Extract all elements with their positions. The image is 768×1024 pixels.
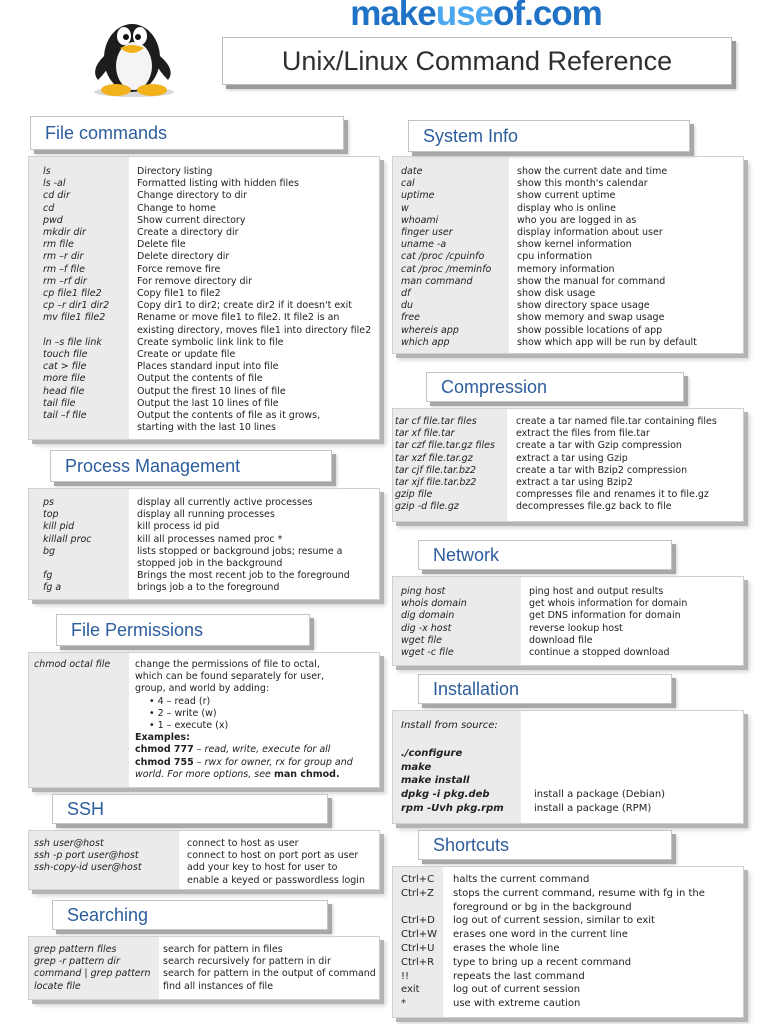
command-description: Rename or move file1 to file2. It file2 is an <box>137 312 340 324</box>
command-name: tar cjf file.tar.bz2 <box>395 464 477 476</box>
command-row <box>395 465 743 477</box>
permission-bullet-read: • 4 – read (r) <box>149 695 211 707</box>
command-name: ssh user@host <box>34 838 104 849</box>
command-name: wget file <box>401 634 443 646</box>
command-row <box>34 968 379 980</box>
install-package-command: rpm -Uvh pkg.rpm <box>401 802 504 814</box>
command-description: log out of current session, similar to exit <box>453 915 655 927</box>
command-row <box>401 956 743 970</box>
command-name <box>34 875 187 887</box>
command-row <box>401 914 743 928</box>
file-permissions-title: File Permissions <box>56 614 310 646</box>
command-name: cat /proc /cpuinfo <box>401 251 485 263</box>
system-info-title: System Info <box>408 120 690 152</box>
file-permissions-row <box>34 659 379 671</box>
command-name: Ctrl+D <box>401 915 435 927</box>
command-row <box>401 610 743 622</box>
command-name: ls -al <box>43 178 66 190</box>
command-name <box>401 901 453 915</box>
command-name: killall proc <box>43 533 92 545</box>
ssh-title: SSH <box>52 794 328 824</box>
command-row <box>34 944 379 956</box>
command-description: connect to host as user <box>187 838 299 849</box>
install-package-description: install a package (Debian) <box>534 789 666 801</box>
command-name: ping host <box>401 586 446 597</box>
command-description: memory information <box>517 263 615 275</box>
command-row <box>43 386 379 398</box>
command-description: show the manual for command <box>517 275 666 287</box>
command-name: finger user <box>401 227 453 239</box>
command-description: type to bring up a recent command <box>453 956 632 968</box>
network-box <box>392 576 744 666</box>
command-description: Copy file1 to file2 <box>137 288 221 300</box>
command-description: show directory space usage <box>517 300 650 312</box>
command-name: exit <box>401 984 420 996</box>
command-name: date <box>401 166 423 177</box>
command-description: show current uptime <box>517 190 616 202</box>
command-description: Force remove fire <box>137 263 221 275</box>
command-name: which app <box>401 336 450 348</box>
file-permissions-line: which can be found separately for user, <box>135 671 324 683</box>
command-name: cp –r dir1 dir2 <box>43 300 110 312</box>
command-row <box>43 497 379 509</box>
command-name: mkdir dir <box>43 227 86 239</box>
command-description: enable a keyed or passwordless login <box>187 874 365 886</box>
command-row <box>43 410 379 422</box>
page-title: Unix/Linux Command Reference <box>222 37 732 85</box>
command-description: Output the contents of file as it grows, <box>137 410 321 422</box>
example-description: world. For more options, see <box>135 768 274 780</box>
command-description: stops the current command, resume with fg in the <box>453 887 705 899</box>
ssh-box <box>28 830 380 890</box>
command-description: Directory listing <box>137 166 213 177</box>
example-command: man chmod. <box>273 768 340 780</box>
command-row <box>401 901 743 915</box>
command-description: erases the whole line <box>453 942 560 954</box>
command-description: brings job a to the foreground <box>137 582 280 594</box>
command-name: Ctrl+Z <box>401 887 435 899</box>
command-description: get DNS information for domain <box>529 610 681 622</box>
examples-label: Examples: <box>135 732 190 744</box>
searching-box <box>28 936 380 1000</box>
command-description: show disk usage <box>517 288 596 300</box>
command-description: Brings the most recent job to the foreground <box>137 570 350 582</box>
command-name: cat > file <box>43 361 87 373</box>
file-permissions-command: chmod octal file <box>34 659 111 670</box>
command-name: mv file1 file2 <box>43 312 106 324</box>
command-row <box>43 227 379 239</box>
command-description: ping host and output results <box>529 586 664 597</box>
command-description: add your key to host for user to <box>187 862 338 874</box>
command-row <box>34 850 379 862</box>
command-row <box>401 203 743 215</box>
command-description: erases one word in the current line <box>453 929 628 941</box>
brand-logo-part1: make <box>350 0 436 33</box>
command-row <box>43 239 379 251</box>
command-name: tar czf file.tar.gz files <box>395 440 495 452</box>
install-step: make <box>401 761 432 773</box>
command-name: tar xf file.tar <box>395 428 455 440</box>
command-description: log out of current session <box>453 984 581 996</box>
install-package-description: install a package (RPM) <box>534 802 652 814</box>
command-row <box>43 582 379 594</box>
command-name: touch file <box>43 349 88 361</box>
command-name: gzip -d file.gz <box>395 501 459 513</box>
command-row <box>401 239 743 251</box>
command-name: uptime <box>401 190 435 202</box>
searching-list <box>29 937 379 993</box>
command-description: create a tar with Gzip compression <box>516 440 682 452</box>
command-name: whereis app <box>401 324 459 336</box>
command-name: du <box>401 300 414 312</box>
command-row <box>401 178 743 190</box>
command-name: ls <box>43 166 51 177</box>
searching-title: Searching <box>52 900 328 930</box>
command-row <box>401 276 743 288</box>
command-name: command | grep pattern <box>34 968 151 980</box>
command-row <box>401 647 743 659</box>
command-row <box>43 264 379 276</box>
command-name: tail –f file <box>43 410 87 422</box>
command-description: search for pattern in files <box>163 944 283 955</box>
command-description: get whois information for domain <box>529 598 688 610</box>
command-name: cal <box>401 178 415 190</box>
command-description: extract the files from file.tar <box>516 428 650 440</box>
compression-title: Compression <box>426 372 684 402</box>
command-row <box>401 190 743 202</box>
command-row <box>401 251 743 263</box>
command-description: Formatted listing with hidden files <box>137 178 299 190</box>
command-row <box>43 288 379 300</box>
command-description: show the current date and time <box>517 166 668 177</box>
command-row <box>43 337 379 349</box>
command-row <box>43 422 379 434</box>
install-package-command: dpkg -i pkg.deb <box>401 789 490 801</box>
command-row <box>401 300 743 312</box>
process-management-box <box>28 488 380 600</box>
command-row <box>43 570 379 582</box>
command-row <box>43 558 379 570</box>
command-name: grep -r pattern dir <box>34 956 120 968</box>
command-name: whoami <box>401 214 439 226</box>
command-description: foreground or bg in the background <box>453 901 632 913</box>
system-info-box <box>392 156 744 354</box>
command-name: man command <box>401 275 473 287</box>
command-description: kill all processes named proc * <box>137 533 283 545</box>
command-description: For remove directory dir <box>137 275 253 287</box>
command-row <box>401 942 743 956</box>
command-name: rm file <box>43 239 74 251</box>
example-command: chmod 755 <box>135 756 194 768</box>
command-description: display information about user <box>517 227 663 239</box>
installation-intro: Install from source: <box>401 720 498 731</box>
installation-title: Installation <box>418 674 672 704</box>
command-description: search for pattern in the output of command <box>163 968 376 980</box>
brand-logo-part2: use <box>435 0 494 33</box>
command-row <box>43 251 379 263</box>
command-description: reverse lookup host <box>529 622 623 634</box>
command-row <box>43 521 379 533</box>
file-commands-title: File commands <box>30 116 344 150</box>
brand-logo-part3: of <box>493 0 525 33</box>
command-name: Ctrl+R <box>401 956 435 968</box>
command-description: create a tar named file.tar containing files <box>516 416 717 427</box>
command-name: rm –f file <box>43 263 85 275</box>
command-name: df <box>401 288 411 300</box>
command-description: stopped job in the background <box>137 558 283 570</box>
command-row <box>401 215 743 227</box>
command-row <box>401 635 743 647</box>
install-package-row <box>401 802 743 816</box>
command-name: rm –r dir <box>43 251 84 263</box>
shortcuts-list <box>393 867 743 1011</box>
command-row <box>395 428 743 440</box>
command-description: kill process id pid <box>137 521 220 533</box>
command-row <box>43 312 379 324</box>
command-row <box>395 501 743 513</box>
command-description: who you are logged in as <box>517 214 637 226</box>
command-row <box>401 166 743 178</box>
command-description: connect to host on port port as user <box>187 850 359 862</box>
compression-box <box>392 408 744 522</box>
command-name: tar cf file.tar files <box>395 416 477 427</box>
command-row <box>401 623 743 635</box>
command-name: fg a <box>43 582 62 594</box>
command-description: Show current directory <box>137 214 246 226</box>
ssh-list <box>29 831 379 887</box>
command-description: decompresses file.gz back to file <box>516 501 672 513</box>
command-row <box>395 477 743 489</box>
command-row <box>43 178 379 190</box>
command-row <box>43 361 379 373</box>
compression-list <box>393 409 743 514</box>
command-name: cd <box>43 202 55 214</box>
command-description: Output the last 10 lines of file <box>137 397 279 409</box>
command-row <box>43 534 379 546</box>
command-description: show kernel information <box>517 239 632 251</box>
command-description: display who is online <box>517 202 616 214</box>
command-row <box>43 276 379 288</box>
command-description: create a tar with Bzip2 compression <box>516 464 688 476</box>
command-description: compresses file and renames it to file.gz <box>516 489 709 501</box>
command-row <box>34 875 379 887</box>
command-description: continue a stopped download <box>529 647 670 659</box>
command-name: free <box>401 312 420 324</box>
command-description: extract a tar using Bzip2 <box>516 477 633 489</box>
command-row <box>34 838 379 850</box>
command-description: download file <box>529 634 593 646</box>
command-name: ssh -p port user@host <box>34 850 139 862</box>
command-name: rm –rf dir <box>43 275 87 287</box>
command-row <box>43 325 379 337</box>
command-row <box>401 586 743 598</box>
command-row <box>401 325 743 337</box>
command-name <box>43 325 137 337</box>
command-name <box>43 558 137 570</box>
command-description: existing directory, moves file1 into directory file2 <box>137 324 372 336</box>
command-row <box>43 546 379 558</box>
command-row <box>401 312 743 324</box>
example-line <box>135 769 379 781</box>
command-row <box>43 203 379 215</box>
command-row <box>395 453 743 465</box>
command-row <box>34 862 379 874</box>
example-description: – read, write, execute for all <box>193 744 331 756</box>
command-name: locate file <box>34 980 81 992</box>
install-step: ./configure <box>401 747 463 759</box>
command-description: Delete file <box>137 239 186 251</box>
command-description: Delete directory dir <box>137 251 230 263</box>
command-row <box>401 227 743 239</box>
file-permissions-line: group, and world by adding: <box>135 683 270 695</box>
example-line <box>135 757 379 769</box>
command-name: cp file1 file2 <box>43 288 102 300</box>
command-name: ssh-copy-id user@host <box>34 862 142 874</box>
install-package-row <box>401 788 743 802</box>
command-name: head file <box>43 385 85 397</box>
tux-penguin-icon <box>82 6 186 98</box>
command-name: tar xzf file.tar.gz <box>395 452 473 464</box>
command-row <box>43 300 379 312</box>
file-commands-box <box>28 156 380 440</box>
command-row <box>401 264 743 276</box>
command-name: bg <box>43 545 56 557</box>
example-line <box>135 744 379 756</box>
command-row <box>34 981 379 993</box>
command-name: !! <box>401 970 410 982</box>
network-list <box>393 577 743 659</box>
command-description: show this month's calendar <box>517 178 648 190</box>
command-row <box>43 509 379 521</box>
command-description: starting with the last 10 lines <box>137 422 276 434</box>
command-name: ln –s file link <box>43 336 102 348</box>
command-row <box>401 970 743 984</box>
shortcuts-box <box>392 866 744 1018</box>
install-step: make install <box>401 775 470 787</box>
command-row <box>401 288 743 300</box>
command-description: find all instances of file <box>163 980 274 992</box>
command-row <box>401 887 743 901</box>
command-description: display all currently active processes <box>137 497 313 508</box>
command-name: w <box>401 202 409 214</box>
example-command: chmod 777 <box>135 744 194 756</box>
command-name: whois domain <box>401 598 467 610</box>
command-description: cpu information <box>517 251 593 263</box>
permission-bullet-execute: • 1 – execute (x) <box>149 720 229 732</box>
command-name: dig domain <box>401 610 455 622</box>
command-row <box>401 928 743 942</box>
process-management-title: Process Management <box>50 450 332 482</box>
command-description: Change directory to dir <box>137 190 248 202</box>
command-name: cat /proc /meminfo <box>401 263 492 275</box>
command-description: halts the current command <box>453 874 590 885</box>
shortcuts-title: Shortcuts <box>418 830 672 860</box>
command-description: display all running processes <box>137 509 275 521</box>
system-info-list <box>393 157 743 349</box>
network-title: Network <box>418 540 672 570</box>
command-description: Output the contents of file <box>137 373 263 385</box>
command-name: tail file <box>43 397 76 409</box>
command-description: repeats the last command <box>453 970 585 982</box>
command-description: lists stopped or background jobs; resume a <box>137 545 343 557</box>
command-row <box>43 373 379 385</box>
command-description: Copy dir1 to dir2; create dir2 if it doesn't exit <box>137 300 353 312</box>
file-permissions-line: change the permissions of file to octal, <box>135 659 320 670</box>
command-description: Change to home <box>137 202 216 214</box>
command-description: use with extreme caution <box>453 998 581 1010</box>
brand-logo <box>336 0 616 34</box>
command-row <box>401 598 743 610</box>
command-row <box>395 489 743 501</box>
installation-box <box>392 710 744 824</box>
command-name: wget -c file <box>401 647 454 659</box>
command-row <box>43 166 379 178</box>
file-commands-list <box>29 157 379 434</box>
command-name: * <box>401 998 406 1010</box>
command-row <box>401 983 743 997</box>
command-name: cd dir <box>43 190 70 202</box>
command-description: Create symbolic link link to file <box>137 336 284 348</box>
command-description: extract a tar using Gzip <box>516 452 628 464</box>
command-row <box>43 190 379 202</box>
command-description: Places standard input into file <box>137 361 279 373</box>
command-row <box>43 215 379 227</box>
command-name: top <box>43 509 59 521</box>
command-row <box>395 440 743 452</box>
command-row <box>401 997 743 1011</box>
file-permissions-box <box>28 652 380 788</box>
command-name: Ctrl+C <box>401 874 435 885</box>
brand-logo-part4: .com <box>524 0 602 33</box>
command-name: Ctrl+W <box>401 929 438 941</box>
command-row <box>401 337 743 349</box>
command-description: search recursively for pattern in dir <box>163 956 331 968</box>
command-name: kill pid <box>43 521 75 533</box>
command-description: Create a directory dir <box>137 227 239 239</box>
command-description: show which app will be run by default <box>517 336 697 348</box>
command-name: uname -a <box>401 239 447 251</box>
command-name: grep pattern files <box>34 944 117 955</box>
command-name: ps <box>43 497 54 508</box>
command-name: tar xjf file.tar.bz2 <box>395 477 477 489</box>
command-name: more file <box>43 373 86 385</box>
command-row <box>401 873 743 887</box>
command-row <box>34 956 379 968</box>
example-description: – rwx for owner, rx for group and <box>193 756 353 768</box>
command-description: show memory and swap usage <box>517 312 665 324</box>
permission-bullet-write: • 2 – write (w) <box>149 707 217 719</box>
command-description: show possible locations of app <box>517 324 663 336</box>
command-name <box>43 422 137 434</box>
command-name: gzip file <box>395 489 433 501</box>
command-name: pwd <box>43 214 63 226</box>
command-name: dig -x host <box>401 622 452 634</box>
command-row <box>43 398 379 410</box>
command-name: Ctrl+U <box>401 942 435 954</box>
command-name: fg <box>43 570 53 582</box>
command-row <box>395 416 743 428</box>
process-management-list <box>29 489 379 595</box>
command-description: Create or update file <box>137 349 236 361</box>
command-description: Output the firest 10 lines of file <box>137 385 286 397</box>
command-row <box>43 349 379 361</box>
